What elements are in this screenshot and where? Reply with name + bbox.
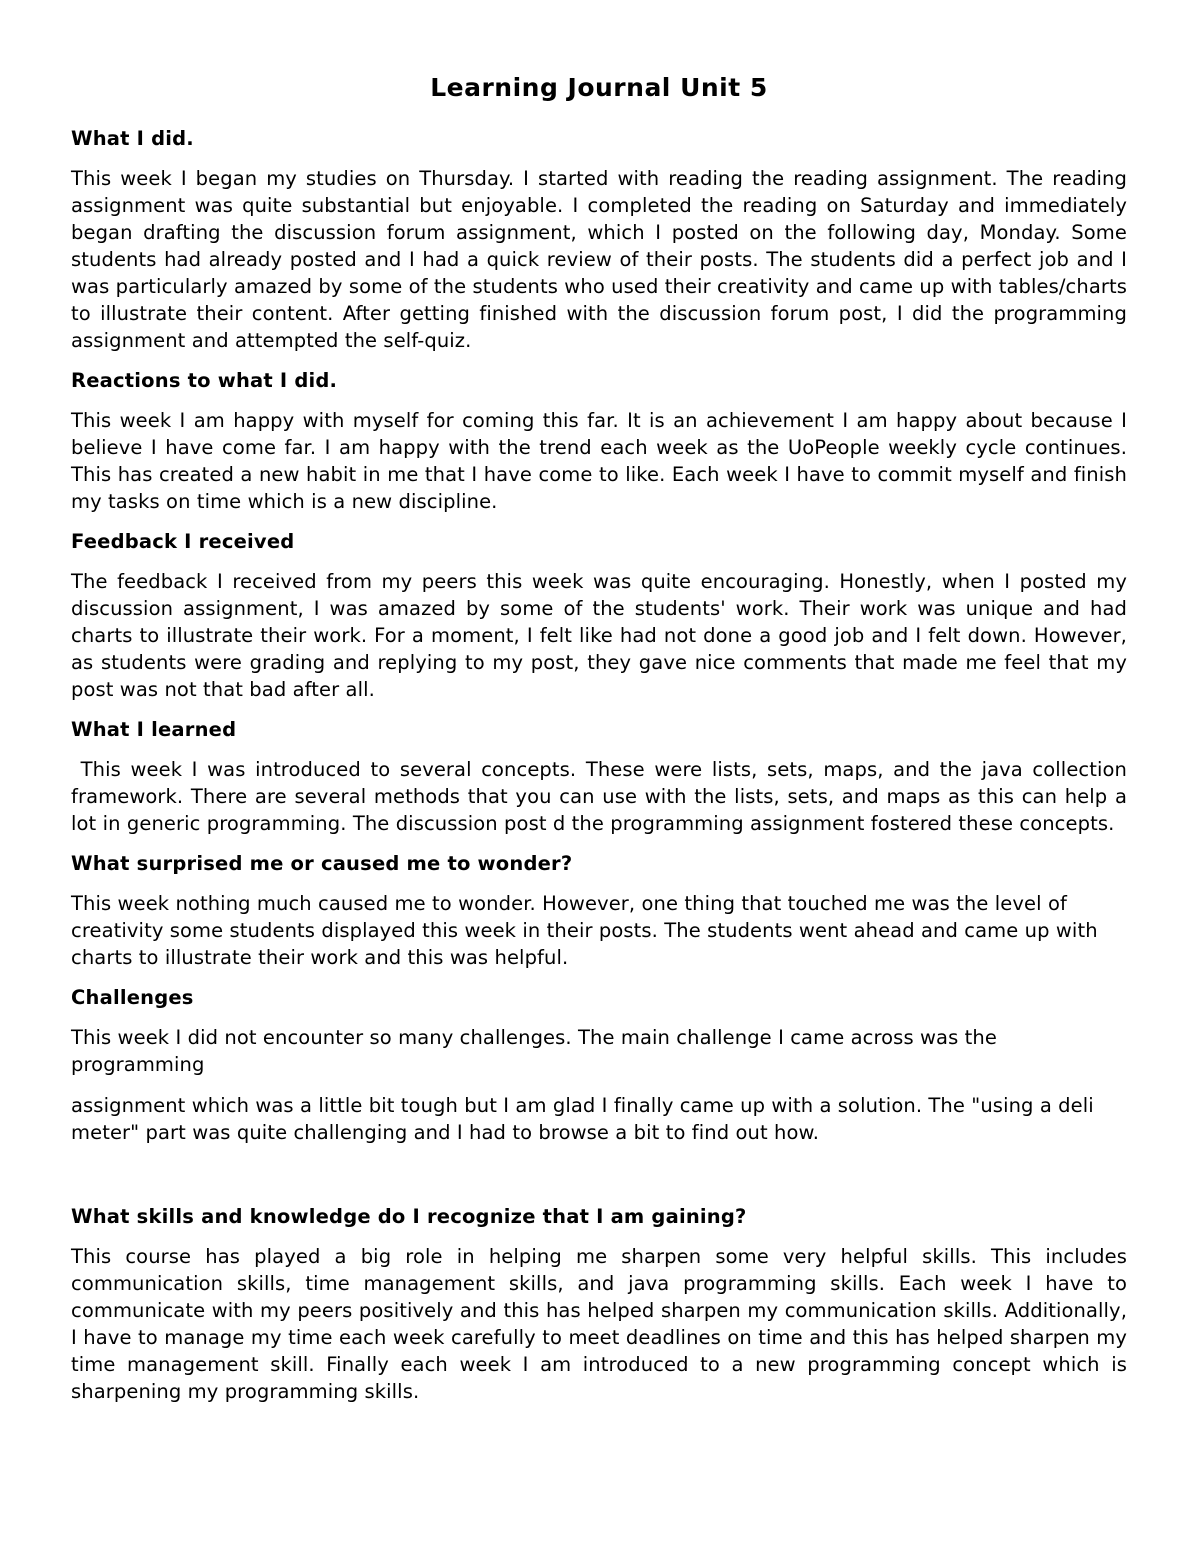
blank-spacer (71, 1160, 1127, 1204)
section-paragraph: This week I did not encounter so many challenges. The main challenge I came across was the programming (71, 1026, 997, 1076)
document-title: Learning Journal Unit 5 (430, 73, 768, 102)
section-heading-surprised: What surprised me or caused me to wonder? (71, 852, 573, 875)
section-paragraph: This week nothing much caused me to wonder. However, one thing that touched me was the level of creativity some students displayed this week in their posts. The students went ahead and came up with charts to illustrate their work and this was helpful. (71, 892, 1098, 969)
section-paragraph: This week I began my studies on Thursday. I started with reading the reading assignment. The reading assignment was quite substantial but enjoyable. I completed the reading on Saturday and immediately began drafting the discussion forum assignment, which I posted on the following day, Monday. Some students had already posted and I had a quick review of their posts. The students did a perfect job and I was particularly amazed by some of the students who used their creativity and came up with tables/charts to illustrate their content. After getting finished with the discussion forum post, I did the programming assignment and attempted the self-quiz. (71, 167, 1127, 352)
section-paragraph: The feedback I received from my peers this week was quite encouraging. Honestly, when I posted my discussion assignment, I was amazed by some of the students' work. Their work was unique and had charts to illustrate their work. For a moment, I felt like had not done a good job and I felt down. However, as students were grading and replying to my post, they gave nice comments that made me feel that my post was not that bad after all. (71, 570, 1127, 701)
section-paragraph: This week I am happy with myself for coming this far. It is an achievement I am happy about because I believe I have come far. I am happy with the trend each week as the UoPeople weekly cycle continues. This has created a new habit in me that I have come to like. Each week I have to commit myself and finish my tasks on time which is a new discipline. (71, 409, 1127, 513)
section-heading-skills: What skills and knowledge do I recognize that I am gaining? (71, 1205, 747, 1228)
section-paragraph: This week I was introduced to several concepts. These were lists, sets, maps, and the java collection framework. There are several methods that you can use with the lists, sets, and maps as this can help a lot in generic programming. The discussion post d the programming assignment fostered these concepts. (71, 758, 1134, 835)
section-heading-feedback: Feedback I received (71, 530, 295, 553)
section-paragraph: This course has played a big role in helping me sharpen some very helpful skills. This includes communication skills, time management skills, and java programming skills. Each week I have to communicate with my peers positively and this has helped sharpen my communication skills. Additionally, I have to manage my time each week carefully to meet deadlines on time and this has helped sharpen my time management skill. Finally each week I am introduced to a new programming concept which is sharpening my programming skills. (71, 1245, 1127, 1403)
section-heading-reactions: Reactions to what I did. (71, 369, 338, 392)
section-paragraph: assignment which was a little bit tough but I am glad I finally came up with a solution. The "using a deli meter" part was quite challenging and I had to browse a bit to find out how. (71, 1094, 1094, 1144)
section-heading-what-i-did: What I did. (71, 127, 194, 150)
document-page (71, 70, 1134, 1419)
section-heading-what-i-learned: What I learned (71, 718, 237, 741)
section-heading-challenges: Challenges (71, 986, 194, 1009)
